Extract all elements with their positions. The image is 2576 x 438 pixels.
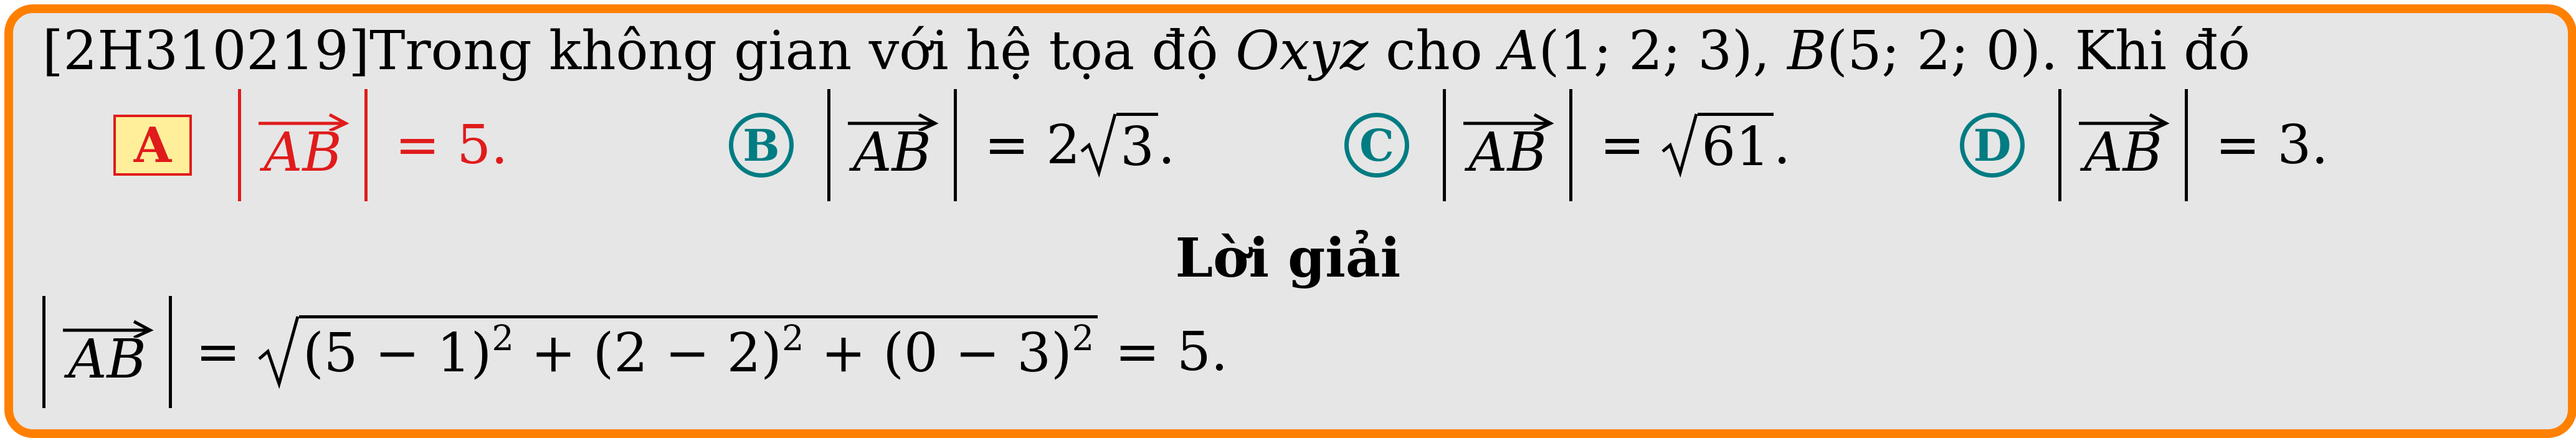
abs-bar-left	[42, 296, 45, 408]
solution-magnitude	[42, 296, 187, 408]
option-c-magnitude	[1428, 89, 1587, 201]
question-comma: ,	[1752, 20, 1770, 82]
solution-result: = 5.	[1098, 321, 1229, 383]
abs-bar-left	[238, 89, 241, 201]
solution-equals: =	[196, 321, 241, 383]
option-d-value: = 3.	[2215, 114, 2329, 176]
abs-bar-right	[1569, 89, 1572, 201]
abs-bar-left	[1443, 89, 1446, 201]
vector-label: AB	[2084, 121, 2162, 184]
coordinate-system: Oxyz	[1235, 20, 1369, 82]
question-text-mid: cho	[1385, 20, 1483, 82]
sqrt-icon	[1080, 113, 1116, 178]
option-b-value: = 2	[984, 114, 1081, 176]
option-c-radicand: 61	[1698, 113, 1773, 178]
term-1: (5 − 1)	[303, 322, 492, 384]
option-a[interactable]	[113, 105, 508, 186]
question-text-end: . Khi đó	[2041, 20, 2250, 82]
term-3: (0 − 3)	[883, 322, 1072, 384]
vector-ab	[256, 110, 349, 184]
sqrt-icon	[1661, 113, 1698, 178]
option-b[interactable]	[729, 105, 1175, 186]
question-text	[42, 14, 2250, 88]
point-a-coords: (1; 2; 3)	[1538, 20, 1753, 82]
vector-ab	[1461, 110, 1554, 184]
point-a-name: A	[1499, 20, 1539, 82]
sqrt-sign	[258, 315, 1098, 389]
vector-label: AB	[264, 121, 342, 184]
sqrt-icon	[258, 315, 299, 389]
abs-bar-right	[169, 296, 172, 408]
option-d-magnitude	[2043, 89, 2203, 201]
option-b-badge: B	[729, 113, 794, 178]
vector-ab	[60, 317, 154, 391]
option-c-badge: C	[1344, 113, 1409, 178]
option-b-radicand: 3	[1116, 113, 1158, 178]
exp-1: 2	[492, 318, 514, 359]
abs-bar-left	[2058, 89, 2061, 201]
sqrt-sign	[1080, 113, 1158, 178]
plus-2: +	[804, 322, 883, 384]
point-b-coords: (5; 2; 0)	[1827, 20, 2041, 82]
solution-equation	[42, 293, 1228, 411]
term-2: (2 − 2)	[592, 322, 782, 384]
vector-ab	[2076, 110, 2170, 184]
abs-bar-right	[954, 89, 957, 201]
option-a-badge: A	[113, 115, 192, 176]
option-b-magnitude	[812, 89, 972, 201]
abs-bar-right	[2185, 89, 2188, 201]
option-a-value: = 5.	[395, 114, 508, 176]
option-d[interactable]	[1960, 105, 2328, 186]
question-code: [2H310219]	[42, 20, 370, 82]
abs-bar-right	[364, 89, 368, 201]
vector-label: AB	[1468, 121, 1547, 184]
vector-label: AB	[68, 328, 146, 391]
abs-bar-left	[827, 89, 830, 201]
option-d-badge: D	[1960, 113, 2025, 178]
option-a-magnitude	[223, 89, 383, 201]
sqrt-sign	[1661, 113, 1773, 178]
option-c[interactable]	[1344, 105, 1790, 186]
option-c-tail: .	[1773, 114, 1791, 176]
exp-2: 2	[782, 318, 804, 359]
vector-ab	[845, 110, 939, 184]
vector-label: AB	[853, 121, 931, 184]
plus-1: +	[513, 322, 593, 384]
point-b-name: B	[1787, 20, 1827, 82]
solution-heading: Lời giải	[1175, 227, 1401, 290]
option-c-value: =	[1600, 114, 1662, 176]
option-b-tail: .	[1157, 114, 1176, 176]
question-text-before: Trong không gian với hệ tọa độ	[369, 20, 1219, 82]
exp-3: 2	[1072, 318, 1095, 359]
solution-radicand	[299, 315, 1098, 389]
